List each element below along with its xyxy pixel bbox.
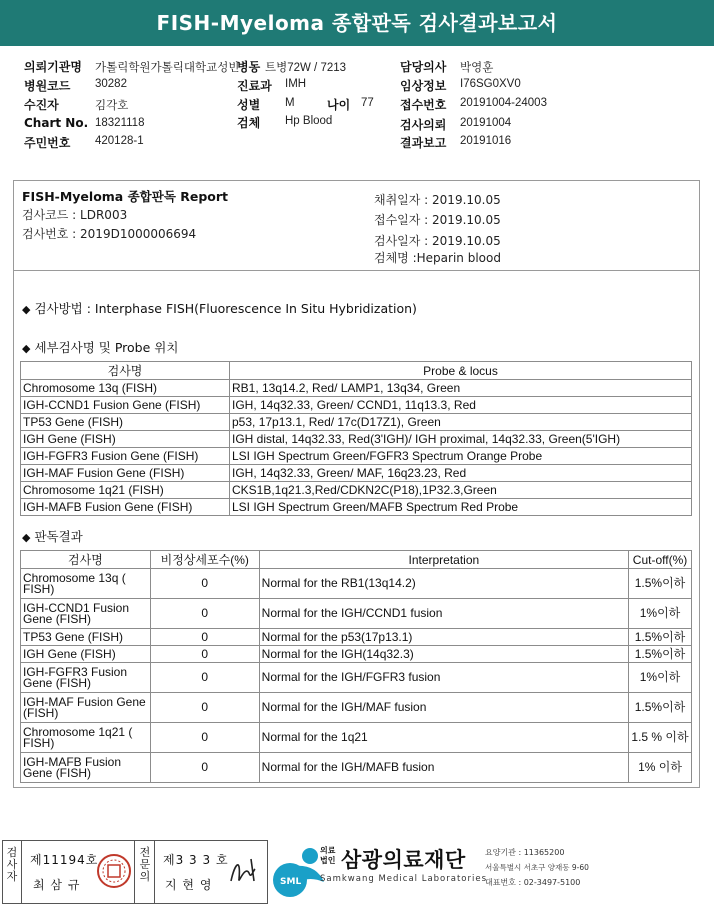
test-date: 검사일자 : 2019.10.05 [374,234,501,248]
sex-value: M [285,97,295,109]
inspector-name: 최 삼 규 [33,878,81,892]
result-interpretation: Normal for the IGH/CCND1 fusion [259,599,628,629]
specialist-signature-icon [225,851,263,891]
result-cutoff: 1.5%이하 [629,569,692,599]
result-test-name: Chromosome 1q21 ( FISH) [21,723,151,753]
receipt-value: 20191004-24003 [460,97,547,109]
table-row [21,397,692,414]
test-code: 검사코드 : LDR003 [22,208,128,222]
age-label: 나이 [327,98,351,112]
request-value: 20191004 [460,117,512,129]
result-section-label: 판독결과 [34,529,83,544]
result-interpretation: Normal for the IGH/MAF fusion [259,693,628,723]
result-test-name: IGH-CCND1 Fusion Gene (FISH) [21,599,151,629]
probe-locus: CKS1B,1q21.3,Red/CDKN2C(P18),1P32.3,Green [230,482,692,499]
result-cutoff: 1.5%이하 [629,646,692,663]
report-date-value: 20191016 [460,135,512,147]
specialist-name: 지 현 영 [165,878,213,892]
result-test-name: IGH-FGFR3 Fusion Gene (FISH) [21,663,151,693]
org-english-name: Samkwang Medical Laboratories [320,874,488,884]
probe-test-name: Chromosome 1q21 (FISH) [21,482,230,499]
probe-section-title [22,338,178,356]
table-row [21,414,692,431]
org-badge: SML [280,877,302,887]
table-row [21,646,692,663]
probe-locus: LSI IGH Spectrum Green/FGFR3 Spectrum Orange Probe [230,448,692,465]
sex-label: 성별 [237,98,261,112]
table-row [21,431,692,448]
patient-value: 김각호 [95,100,129,112]
result-test-name: IGH-MAF Fusion Gene (FISH) [21,693,151,723]
probe-locus: LSI IGH Spectrum Green/MAFB Spectrum Red Probe [230,499,692,516]
org-type: 의료법인 [320,846,336,865]
probe-section-label: 세부검사명 및 Probe 위치 [34,340,179,355]
probe-test-name: IGH Gene (FISH) [21,431,230,448]
result-abnormal-percent: 0 [150,663,259,693]
specialist-license: 제3 3 3 호 [163,853,229,867]
doctor-label: 담당의사 [400,60,447,74]
probe-test-name: IGH-FGFR3 Fusion Gene (FISH) [21,448,230,465]
age-value: 77 [361,97,374,109]
result-cutoff: 1%이하 [629,599,692,629]
specialist-vertical-label: 전문의 [139,846,151,883]
result-abnormal-percent: 0 [150,629,259,646]
request-label: 검사의뢰 [400,118,447,132]
result-interpretation: Normal for the RB1(13q14.2) [259,569,628,599]
table-row [21,448,692,465]
table-row [21,482,692,499]
method-text: 검사방법 : Interphase FISH(Fluorescence In Situ Hybridization) [34,301,417,316]
org-phone: 대표번호 : 02-3497-5100 [485,878,581,887]
result-interpretation: Normal for the p53(17p13.1) [259,629,628,646]
result-abnormal-percent: 0 [150,693,259,723]
clinical-value: I76SG0XV0 [460,78,521,90]
probe-test-name: IGH-CCND1 Fusion Gene (FISH) [21,397,230,414]
ward-label: 병동 [237,60,261,74]
result-abnormal-percent: 0 [150,723,259,753]
diamond-bullet-icon: ◆ [22,342,31,355]
report-title: FISH-Myeloma 종합판독 검사결과보고서 [0,0,714,46]
result-abnormal-percent: 0 [150,569,259,599]
specimen-value: Hp Blood [285,115,333,127]
diamond-bullet-icon: ◆ [22,531,31,544]
result-cutoff: 1%이하 [629,663,692,693]
result-abnormal-percent: 0 [150,646,259,663]
table-row [21,629,692,646]
chart-label: Chart No. [24,116,89,130]
table-row [21,465,692,482]
institution-label: 의뢰기관명 [24,60,82,74]
inspector-seal-icon [96,849,132,893]
result-abnormal-percent: 0 [150,599,259,629]
footer [0,840,714,907]
table-row [21,693,692,723]
patient-info-section [0,50,714,160]
table-row [21,599,692,629]
table-row [21,663,692,693]
result-abnormal-percent: 0 [150,753,259,783]
receipt-label: 접수번호 [400,98,447,112]
table-row [21,380,692,397]
chart-value: 18321118 [95,117,145,129]
probe-test-name: TP53 Gene (FISH) [21,414,230,431]
result-cutoff: 1.5 % 이하 [629,723,692,753]
probe-locus: IGH distal, 14q32.33, Red(3'IGH)/ IGH proximal, 14q32.33, Green(5'IGH) [230,431,692,448]
institution-value: 가톨릭학원가톨릭대학교성빈 [95,62,240,74]
probe-table [20,361,692,516]
collect-date: 채취일자 : 2019.10.05 [374,193,501,207]
result-interpretation: Normal for the IGH(14q32.3) [259,646,628,663]
probe-test-name: Chromosome 13q (FISH) [21,380,230,397]
dept-value: IMH [285,78,307,90]
result-interpretation: Normal for the IGH/MAFB fusion [259,753,628,783]
result-test-name: IGH-MAFB Fusion Gene (FISH) [21,753,151,783]
result-cutoff: 1.5%이하 [629,629,692,646]
result-table [20,550,692,783]
hospital-code-value: 30282 [95,78,127,90]
result-interpretation: Normal for the IGH/FGFR3 fusion [259,663,628,693]
ward-value: 트병72W / 7213 [265,62,347,74]
method-section-title [22,299,417,317]
specimen-name: 검체명 :Heparin blood [374,251,501,265]
table-row [21,753,692,783]
result-header-test: 검사명 [21,551,151,569]
report-body [13,180,700,788]
specimen-label: 검체 [237,116,261,130]
probe-locus: IGH, 14q32.33, Green/ MAF, 16q23.23, Red [230,465,692,482]
probe-locus: IGH, 14q32.33, Green/ CCND1, 11q13.3, Red [230,397,692,414]
probe-test-name: IGH-MAFB Fusion Gene (FISH) [21,499,230,516]
result-test-name: Chromosome 13q ( FISH) [21,569,151,599]
clinical-label: 임상정보 [400,79,447,93]
org-code: 요양기관 : 11365200 [485,848,565,857]
result-section-title [22,527,83,545]
result-interpretation: Normal for the 1q21 [259,723,628,753]
dept-label: 진료과 [237,79,272,93]
probe-locus: RB1, 13q14.2, Red/ LAMP1, 13q34, Green [230,380,692,397]
result-test-name: IGH Gene (FISH) [21,646,151,663]
result-header-cutoff: Cut-off(%) [629,551,692,569]
hospital-code-label: 병원코드 [24,79,71,93]
signature-box [2,840,268,904]
report-date-label: 결과보고 [400,136,447,150]
result-test-name: TP53 Gene (FISH) [21,629,151,646]
patient-label: 수진자 [24,98,59,112]
table-row [21,499,692,516]
probe-test-name: IGH-MAF Fusion Gene (FISH) [21,465,230,482]
doctor-value: 박영훈 [460,62,494,74]
inspector-license: 제11194호 [30,853,99,867]
result-cutoff: 1.5%이하 [629,693,692,723]
rrn-value: 420128-1 [95,135,144,147]
report-header [14,181,699,271]
org-name: 삼광의료재단 [341,848,466,872]
report-subtitle: FISH-Myeloma 종합판독 Report [22,189,229,204]
result-header-interpretation: Interpretation [259,551,628,569]
rrn-label: 주민번호 [24,136,71,150]
probe-table-header-probe: Probe & locus [230,362,692,380]
probe-table-header-test: 검사명 [21,362,230,380]
table-row [21,723,692,753]
org-address: 서울특별시 서초구 양재동 9-60 [485,863,589,872]
test-number: 검사번호 : 2019D1000006694 [22,227,197,241]
table-row [21,569,692,599]
diamond-bullet-icon: ◆ [22,303,31,316]
receive-date: 접수일자 : 2019.10.05 [374,213,501,227]
inspector-vertical-label: 검사자 [6,846,18,883]
result-header-percent: 비정상세포수(%) [150,551,259,569]
result-cutoff: 1% 이하 [629,753,692,783]
probe-locus: p53, 17p13.1, Red/ 17c(D17Z1), Green [230,414,692,431]
